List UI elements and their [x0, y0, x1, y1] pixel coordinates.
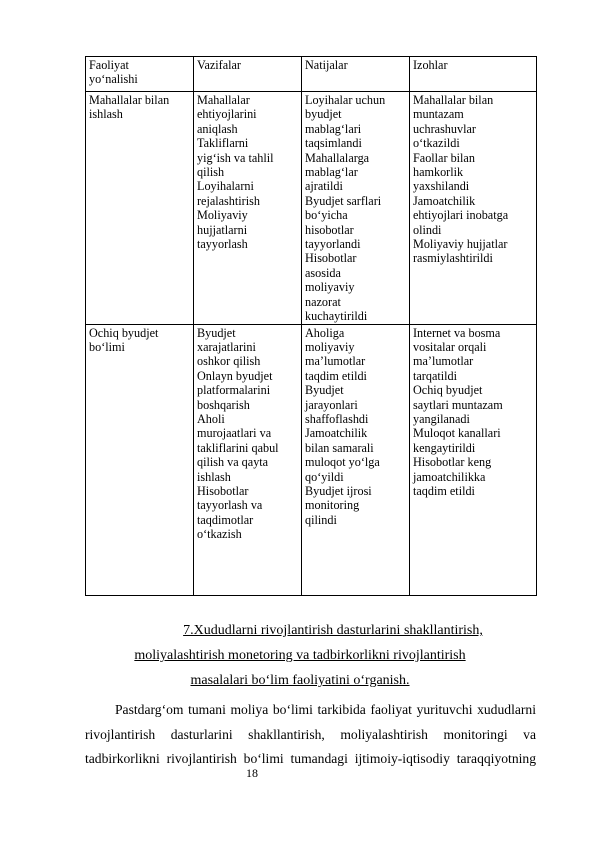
table-cell [86, 324, 194, 595]
cell-line: Mahallalar bilan [89, 93, 170, 107]
cell-line: o‘tkazish [197, 527, 242, 542]
cell-line: takliflarini qabul [197, 440, 279, 455]
cell-line: rasmiylashtirildi [413, 251, 493, 266]
cell-line: taqsimlandi [305, 136, 362, 151]
cell-line: mablag‘lar [305, 165, 358, 180]
cell-line: ehtiyojlarini [197, 107, 257, 122]
cell-line: yo‘nalishi [89, 72, 138, 87]
cell-line: Byudjet ijrosi [305, 483, 372, 498]
cell-line: Byudjet sarflari [305, 193, 382, 208]
cell-line: ajratildi [305, 179, 343, 194]
heading-line-1: 7.Xududlarni rivojlantirish dasturlarini shakllantirish, [183, 623, 483, 638]
cell-line: tayyorlandi [305, 237, 361, 252]
table-cell [194, 57, 302, 92]
cell-line: Hisobotlar [305, 251, 357, 266]
cell-line: Hisobotlar [197, 483, 249, 498]
cell-line: Faoliyat [89, 58, 129, 72]
table-cell [86, 57, 194, 92]
cell-line: Onlayn byudjet [197, 368, 273, 383]
cell-line: yangilanadi [413, 411, 470, 426]
cell-line: saytlari muntazam [413, 397, 503, 412]
cell-line: shaffoflashdi [305, 411, 369, 426]
cell-line: mablag‘lari [305, 121, 362, 136]
cell-line: ishlash [89, 107, 123, 122]
cell-line: ehtiyojlari inobatga [413, 208, 509, 223]
heading-line-2: moliyalashtirish monetoring va tadbirkorlikni rivojlantirish [134, 648, 466, 663]
heading-line-3: masalalari bo‘lim faoliyatini o‘rganish. [190, 673, 410, 688]
cell-line: vositalar orqali [413, 339, 487, 354]
cell-line: byudjet [305, 107, 342, 122]
cell-line: Mahallalar bilan [413, 93, 494, 107]
cell-line: Moliyaviy [197, 208, 248, 223]
body-line-3: tadbirkorlikni rivojlantirish bo‘limi tumandagi ijtimoiy-iqtisodiy taraqqiyotning [85, 751, 536, 766]
cell-line: tayyorlash [197, 237, 248, 252]
cell-line: jarayonlari [305, 397, 358, 412]
cell-line: qilish [197, 165, 225, 180]
cell-line: aniqlash [197, 121, 238, 136]
cell-line: Izohlar [413, 58, 448, 72]
cell-line: qilindi [305, 512, 337, 527]
table-cell [410, 57, 537, 92]
cell-line: o‘tkazildi [413, 136, 460, 151]
section-heading [80, 618, 520, 693]
cell-line: Moliyaviy hujjatlar [413, 237, 508, 252]
activity-table [85, 56, 537, 596]
table-cell [410, 324, 537, 595]
cell-line: bo‘yicha [305, 208, 348, 223]
page-number: 18 [246, 766, 258, 780]
table-cell [194, 324, 302, 595]
cell-line: taqdim etildi [305, 368, 367, 383]
table-cell [194, 92, 302, 325]
cell-line: olindi [413, 222, 442, 237]
cell-line: moliyaviy [305, 280, 355, 295]
cell-line: yaxshilandi [413, 179, 470, 194]
cell-line: Loyihalarni [197, 179, 254, 194]
cell-line: Byudjet [197, 325, 236, 340]
cell-line: Mahallalarga [305, 150, 370, 165]
cell-line: yig‘ish va tahlil [197, 150, 274, 165]
cell-line: Natijalar [305, 58, 348, 72]
body-paragraph [85, 698, 536, 772]
table-row [86, 324, 537, 595]
cell-line: jamoatchilikka [413, 469, 486, 484]
cell-line: taqdim etildi [413, 483, 475, 498]
table-cell [302, 324, 410, 595]
cell-line: Ochiq byudjet [413, 383, 483, 398]
cell-line: Hisobotlar keng [413, 455, 492, 470]
cell-line: bilan samarali [305, 440, 374, 455]
cell-line: murojaatlari va [197, 426, 272, 441]
body-line-1: Pastdarg‘om tumani moliya bo‘limi tarkibida faoliyat yurituvchi xududlarni [115, 702, 536, 717]
cell-line: Ochiq byudjet [89, 325, 159, 340]
table-row [86, 92, 537, 325]
cell-line: rejalashtirish [197, 193, 260, 208]
cell-line: Muloqot kanallari [413, 426, 501, 441]
cell-line: xarajatlarini [197, 339, 256, 354]
cell-line: ishlash [197, 469, 231, 484]
cell-line: Jamoatchilik [413, 193, 476, 208]
cell-line: Takliflarni [197, 136, 249, 151]
cell-line: qo‘yildi [305, 469, 344, 484]
cell-line: taqdimotlar [197, 512, 254, 527]
cell-line: Faollar bilan [413, 150, 475, 165]
cell-line: kengaytirildi [413, 440, 476, 455]
table-cell [86, 92, 194, 325]
cell-line: Vazifalar [197, 58, 241, 72]
cell-line: hamkorlik [413, 165, 464, 180]
cell-line: Jamoatchilik [305, 426, 368, 441]
body-line-2: rivojlantirish dasturlarini shakllantirish, moliyalashtirish monitoringi va [85, 726, 536, 742]
cell-line: oshkor qilish [197, 354, 261, 369]
cell-line: asosida [305, 265, 341, 280]
cell-line: tayyorlash va [197, 498, 263, 513]
table-header-row [86, 57, 537, 92]
cell-line: qilish va qayta [197, 455, 269, 470]
cell-line: platformalarini [197, 383, 271, 398]
table-cell [410, 92, 537, 325]
cell-line: uchrashuvlar [413, 121, 476, 136]
cell-line: Mahallalar [197, 93, 250, 107]
table-cell [302, 57, 410, 92]
cell-line: nazorat [305, 294, 341, 309]
cell-line: Internet va bosma [413, 325, 501, 340]
cell-line: muntazam [413, 107, 464, 122]
cell-line: monitoring [305, 498, 360, 513]
cell-line: boshqarish [197, 397, 250, 412]
cell-line: hisobotlar [305, 222, 354, 237]
cell-line: muloqot yo‘lga [305, 455, 380, 470]
cell-line: hujjatlarni [197, 222, 248, 237]
cell-line: tarqatildi [413, 368, 457, 383]
cell-line: Aholi [197, 411, 225, 426]
cell-line: bo‘limi [89, 339, 125, 354]
cell-line: ma’lumotlar [413, 354, 474, 369]
cell-line: Loyihalar uchun [305, 93, 386, 107]
table-cell [302, 92, 410, 325]
cell-line: kuchaytirildi [305, 309, 368, 324]
cell-line: Aholiga [305, 325, 345, 340]
cell-line: Byudjet [305, 383, 344, 398]
cell-line: moliyaviy [305, 339, 355, 354]
cell-line: ma’lumotlar [305, 354, 366, 369]
